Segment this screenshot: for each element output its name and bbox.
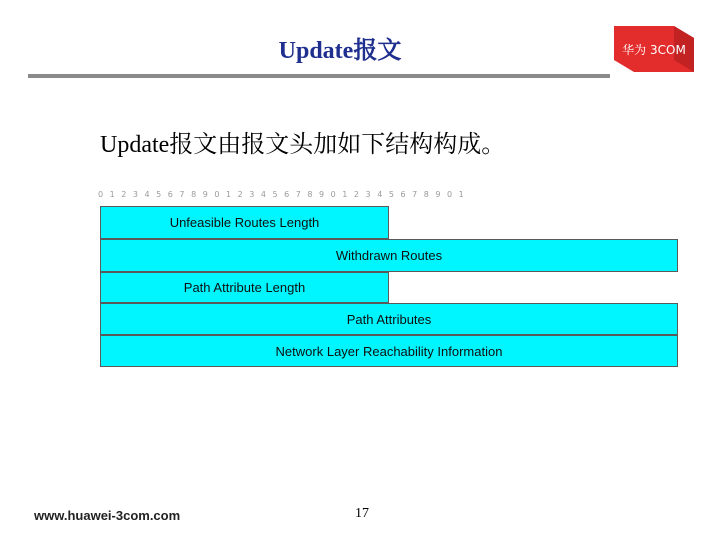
field-path-attributes: Path Attributes	[100, 303, 678, 335]
title-rule	[28, 74, 610, 78]
page-number: 17	[355, 506, 369, 521]
bit-ruler: 0 1 2 3 4 5 6 7 8 9 0 1 2 3 4 5 6 7 8 9 0 1 2 3 4 5 6 7 8 9 0 1	[98, 190, 466, 199]
slide-title: Update报文	[278, 38, 402, 64]
slide-subtitle: Update报文由报文头加如下结构构成。	[100, 132, 506, 158]
footer-url: www.huawei-3com.com	[34, 508, 181, 523]
field-withdrawn-routes: Withdrawn Routes	[100, 239, 678, 272]
logo-text: 华为 3COM	[622, 43, 686, 57]
field-path-attribute-length: Path Attribute Length	[100, 272, 389, 303]
field-nlri: Network Layer Reachability Information	[100, 335, 678, 367]
field-unfeasible-routes-length: Unfeasible Routes Length	[100, 206, 389, 239]
